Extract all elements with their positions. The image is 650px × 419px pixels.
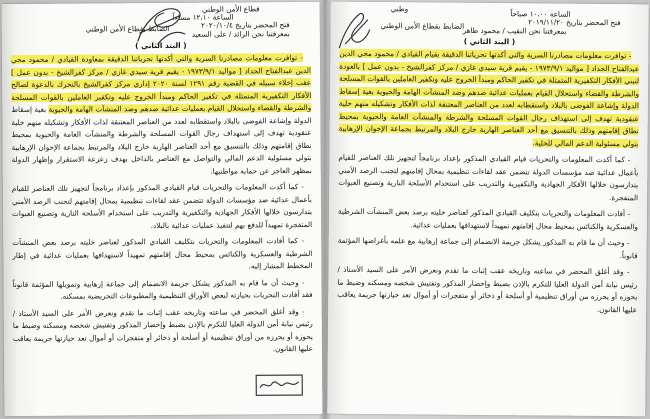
paragraph-2: - كما أكدت المعلومات والتحريات قيام القيادي المذكور بإعداد برنامجاً لتجهيز تلك العناصر للقيام بأعمال عدائية ضد مؤسسات الدولة تتضمن عقد لقاءات تنظيمية بمحال إقامتهم لتجنب الرصد الأمني يتدارسون خلالها الأفكار الجهادية والتكفيرية والتدريب على استخدام الأسلحة النارية وتصنيع العبوات المتفجرة. — [338, 152, 639, 202]
agency-name: وطني — [390, 4, 409, 14]
document-page-right — [327, 2, 649, 417]
paragraph-3: - كما أفادت المعلومات والتحريات بتكليف القيادي المذكور لعناصر خليته برصد بعض المنشآت الشرطية والعسكرية والكنائس بمحيط محال إقامتهم تمهيداً لاستهدافها بعمليات عدائية في إطار المخطط المشار إليه. — [12, 236, 313, 271]
paragraph-1 — [339, 48, 640, 151]
paragraph-5: - وقد أغلق المحضر في ساعته وتاريخه عقب إثبات ما تقدم ونعرض الأمر على السيد الأستاذ / رئيس نيابة أمن الدولة العليا للتكرم بالإذن بضبط وإحضار المذكور وتفتيش شخصه ومسكنه وضبط ما يحوزه أو يحرزه من أوراق تنظيمية أو أسلحة أو ذخائر أو متفجرات أو أموال تعد حيازتها جريمة يعاقب عليها القانون. — [337, 264, 638, 314]
officer-unit: الضابط بقطاع الأمن الوطني — [85, 23, 170, 34]
officer-name: بمعرفتنا نحن الرائد / على السعيد — [191, 29, 290, 39]
highlighted-text: - توافرت معلومات مصادرنا السرية والتي أكدتها تحرياتنا الدقيقة بقيام القيادي / محمود محي الدين عبدالفتاح الحداد [ مواليد ١٩٧٣/٩/١ - يقيم قرية سيدي غازي / مركز كفرالشيخ - بدون عمل ] بالعودة لتبني الأفكار التكفيرية المتمثلة في تكفير الحاكم ومبدأ الخروج عليه وتكفير العاملين بالقوات المسلحة والشرطة والقضاء واستحلال القيام بعمليات عدائية ضدهم وضد المنشآت الهامة والحيوية بغية إسقاط الدولة وإشاعة الفوضى بالبلاد واستقطابه لعدد من العناصر المعتنقة لذات الأفكار وتشكيله منهم خلية عنقودية تهدف إلى استهداف رجال القوات المسلحة والشرطة والمنشآت العامة والحيوية بمحيط نطاق إقامتهم وذلك بالتنسيق مع أحد العناصر الهاربة خارج البلاد والمرتبط بجماعة الإخوان الإرهابية بتولي مسئولية الدعم المالي للخلية. — [338, 48, 640, 148]
paragraph-2: - كما أكدت المعلومات والتحريات قيام القيادي المذكور بإعداد برنامجاً لتجهيز تلك العناصر للقيام بأعمال عدائية ضد مؤسسات الدولة تتضمن عقد لقاءات تنظيمية بمحال إقامتهم لتجنب الرصد الأمني يتدارسون خلالها الأفكار الجهادية والتكفيرية والتدريب على استخدام الأسلحة النارية وتصنيع العبوات المتفجرة تمهيداً للدفع بهم لتنفيذ عمليات عدائية بالبلاد. — [11, 182, 313, 230]
section-title: ( البند الثاني ) — [135, 40, 187, 51]
document-page-left — [2, 2, 323, 416]
paragraph-1 — [11, 52, 312, 179]
handwritten-signature — [130, 3, 190, 47]
report-opened-date: فتح المحضر بتاريخ ٢٠٢٠/١٠/٤ — [201, 20, 290, 30]
paragraph-4: - وحيث أن ما قام به المذكور يشكل جريمة الانضمام إلى جماعة إرهابية وتمويلها المؤثمة قانوناً فقد أفادت التحريات بحيازته لبعض الأوراق التنظيمية والمطبوعات التحريضية بمسكنه. — [12, 277, 313, 301]
report-body — [11, 52, 313, 362]
paragraph-3: - أفادت المعلومات والتحريات بتكليف القيادي المذكور لعناصر خليته برصد بعض المنشآت الشرطية والعسكرية والكنائس بمحيط محال إقامتهم تمهيداً لاستهدافها بعمليات عدائية. — [337, 206, 638, 231]
officer-name: بمعرفتنا نحن النقيب / محمود طاهر — [462, 25, 567, 36]
report-time: الساعة ١٠،٠٠ صباحاً — [510, 9, 571, 19]
paragraph-5: - وقد أغلق المحضر في ساعته وتاريخه عقب إثبات ما تقدم ونعرض الأمر على السيد الأستاذ / رئيس نيابة أمن الدولة العليا للتكرم بالإذن بضبط وإحضار المذكور وتفتيش شخصه ومسكنه وضبط ما يحوزه أو يحرزه من أوراق تنظيمية أو أسلحة أو ذخائر أو متفجرات أو أموال تعد حيازتها جريمة يعاقب عليها القانون. — [12, 306, 314, 354]
paragraph-text: بغية إسقاط الدولة وإشاعة الفوضى بالبلاد واستقطابه لعدد من العناصر المعتنقة لذات الأفكار وتشكيله منهم خلية عنقودية تهدف إلى استهداف رجال القوات المسلحة والشرطة والمنشآت العامة والحيوية بمحيط نطاق إقامتهم وذلك بالتنسيق مع أحد العناصر الهاربة خارج البلاد والمرتبط بجماعة الإخوان الإرهابية بتولي مسئولية الدعم المالي والتواصل مع العناصر بالداخل بهدف زعزعة الاستقرار وإظهار الدولة بمظهر العاجز عن حماية مواطنيها. — [11, 104, 312, 176]
report-time: الساعة ١٢،١٠ مساءاً — [172, 12, 234, 22]
agency-name: قطاع الأمن الوطني — [201, 4, 260, 14]
officer-unit: الضابط بقطاع الأمن الوطني — [380, 21, 465, 31]
officer-stamp — [254, 372, 304, 398]
highlighted-text: - توافرت معلومات مصادرنا السرية والتي أكدتها تحرياتنا الدقيقة بمعاودة القيادي / محمود محي الدين عبدالفتاح الحداد [ مواليد ١٩٧٣/٩/١ - يقيم قرية سيدي غازي / مركز كفرالشيخ - بدون عمل ] عقب إخلاء سبيله في القضية رقم ١٢٩١ لسنة ٢٠٢٠ إداري مركز كفرالشيخ بالتحرك بالدعوة لصالح الأفكار التكفيرية المتمثلة في تكفير الحاكم ومبدأ الخروج عليه وتكفير العاملين بالقوات المسلحة والشرطة والقضاء واستحلال القيام بعمليات عدائية ضدهم وضد المنشآت الهامة والحيوية — [10, 53, 312, 114]
report-opened-date: فتح المحضر بتاريخ ٢٠١٩/١١/٢٠ — [528, 17, 621, 28]
handwritten-signature — [333, 8, 373, 52]
paragraph-4: - وحيث أن ما قام به المذكور يشكل جريمة الانضمام إلى جماعة إرهابية مع علمه بأغراضها المؤثمة قانوناً. — [337, 235, 638, 260]
section-title: ( البند الثاني ) — [463, 36, 516, 47]
report-body — [337, 48, 639, 321]
